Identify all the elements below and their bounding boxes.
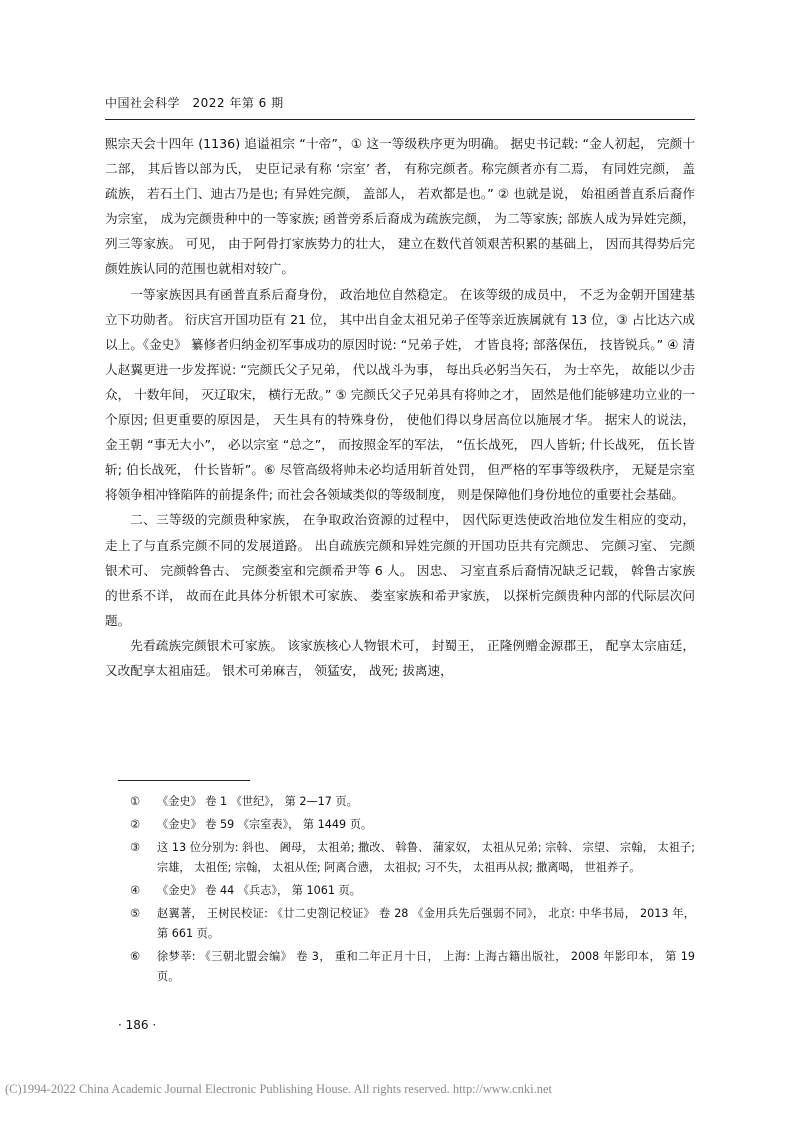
footnotes (130, 792, 695, 990)
footnote-text: 《金史》 卷 59 《宗室表》， 第 1449 页。 (157, 818, 373, 831)
footnote-text: 赵翼著， 王树民校证: 《廿二史劄记校证》 卷 28 《金用兵先后强弱不同》， 北京: 中华书局， 2013 年， 第 661 页。 (157, 907, 695, 940)
footnote-mark: ④ (130, 884, 141, 897)
footnote-item (130, 881, 695, 901)
article-body (105, 131, 695, 683)
footnote-item (130, 947, 695, 987)
footnote-item (130, 838, 695, 878)
footnote-rule (118, 780, 250, 781)
footnote-item (130, 904, 695, 944)
page-number: · 186 · (118, 1018, 157, 1032)
footnote-item (130, 792, 695, 812)
footnote-text: 《金史》 卷 44 《兵志》， 第 1061 页。 (157, 884, 361, 897)
footnote-text: 这 13 位分别为: 斜也、 阇母， 太祖弟; 撒改、 斡鲁、 蒲家奴， 太祖从兄弟; 宗斡、 宗望、 宗翰， 太祖子; 宗雄， 太祖侄; 宗翰， 太祖从侄; 阿离合懑， 太祖叔; 习不失， 太祖再从叔; 撒离喝， 世祖养子。 (157, 841, 695, 874)
footnote-text: 《金史》 卷 1 《世纪》， 第 2—17 页。 (157, 795, 358, 808)
paragraph-4: 先看疏族完颜银术可家族。 该家族核心人物银术可， 封蜀王， 正隆例赠金源郡王， 配享太宗庙廷， 又改配享太祖庙廷。 银术可弟麻吉， 领猛安， 战死; 拔离速， (105, 637, 695, 678)
footnote-text: 徐梦莘: 《三朝北盟会编》 卷 3， 重和二年正月十日， 上海: 上海古籍出版社， 2008 年影印本， 第 19 页。 (157, 950, 695, 983)
footnote-mark: ③ (130, 841, 141, 854)
paragraph-3: 二、三等级的完颜贵种家族， 在争取政治资源的过程中， 因代际更迭使政治地位发生相应的变动， 走上了与直系完颜不同的发展道路。 出自疏族完颜和异姓完颜的开国功臣共有完颜忠、 完颜习室、 完颜银术可、 完颜斡鲁古、 完颜娄室和完颜希尹等 6 人。 因忠、 习室直系后裔情况缺乏记载， 斡鲁古家族的世系不详， 故而在此具体分析银术可家族、 娄室家族和希尹家族， 以探析完颜贵种内部的代际层次问题。 (105, 512, 695, 628)
journal-header: 中国社会科学 2022 年第 6 期 (105, 96, 284, 110)
paragraph-1: 熙宗天会十四年 (1136) 追谥祖宗 “十帝”，① 这一等级秩序更为明确。 据史书记载: “金人初起， 完颜十二部， 其后皆以部为氏， 史臣记录有称 ‘宗室’ 者， 有称完颜者。称完颜者亦有二焉， 有同姓完颜， 盖疏族， 若石土门、迪古乃是也; 有异姓完颜， 盖部人， 若欢都是也。” ② 也就是说， 始祖函普直系后裔作为宗室， 成为完颜贵种中的一等家族; 函普旁系后裔成为疏族完颜， 为二等家族; 部族人成为异姓完颜， 列三等家族。 可见， 由于阿骨打家族势力的壮大， 建立在数代首领艰苦积累的基础上， 因而其得势后完颜姓族认同的范围也就相对较广。 (105, 136, 695, 277)
paragraph-2: 一等家族因具有函普直系后裔身份， 政治地位自然稳定。 在该等级的成员中， 不乏为金朝开国建基立下功勋者。 衍庆宫开国功臣有 21 位， 其中出自金太祖兄弟子侄等亲近族属就有 13 位，③ 占比达六成以上。《金史》 纂修者归纳金初军事成功的原因时说: “兄弟子姓， 才皆良将; 部落保伍， 技皆锐兵。” ④ 清人赵翼更进一步发挥说: “完颜氏父子兄弟， 代以战斗为事， 每出兵必躬当矢石， 为士卒先， 故能以少击众， 十数年间， 灭辽取宋， 横行无敌。” ⑤ 完颜氏父子兄弟具有将帅之才， 固然是他们能够建功立业的一个原因; 但更重要的原因是， 天生具有的特殊身份， 使他们得以身居高位以施展才华。 据宋人的说法， 金王朝 “事无大小”， 必以宗室 “总之”， 而按照金军的军法， “伍长战死， 四人皆斩; 什长战死， 伍长皆斩; 伯长战死， 什长皆斩”。⑥ 尽管高级将帅未必均适用斩首处罚， 但严格的军事等级秩序， 无疑是宗室将领争相冲锋陷阵的前提条件; 而社会各领域类似的等级制度， 则是保障他们身份地位的重要社会基础。 (105, 286, 695, 503)
footnote-mark: ⑥ (130, 950, 141, 963)
footnote-mark: ⑤ (130, 907, 141, 920)
header-rule (105, 119, 695, 120)
footnote-mark: ① (130, 795, 141, 808)
copyright-line: (C)1994-2022 China Academic Journal Electronic Publishing House. All rights reserved. http://www.cnki.net (5, 1082, 553, 1096)
footnote-mark: ② (130, 818, 141, 831)
footnote-item (130, 815, 695, 835)
